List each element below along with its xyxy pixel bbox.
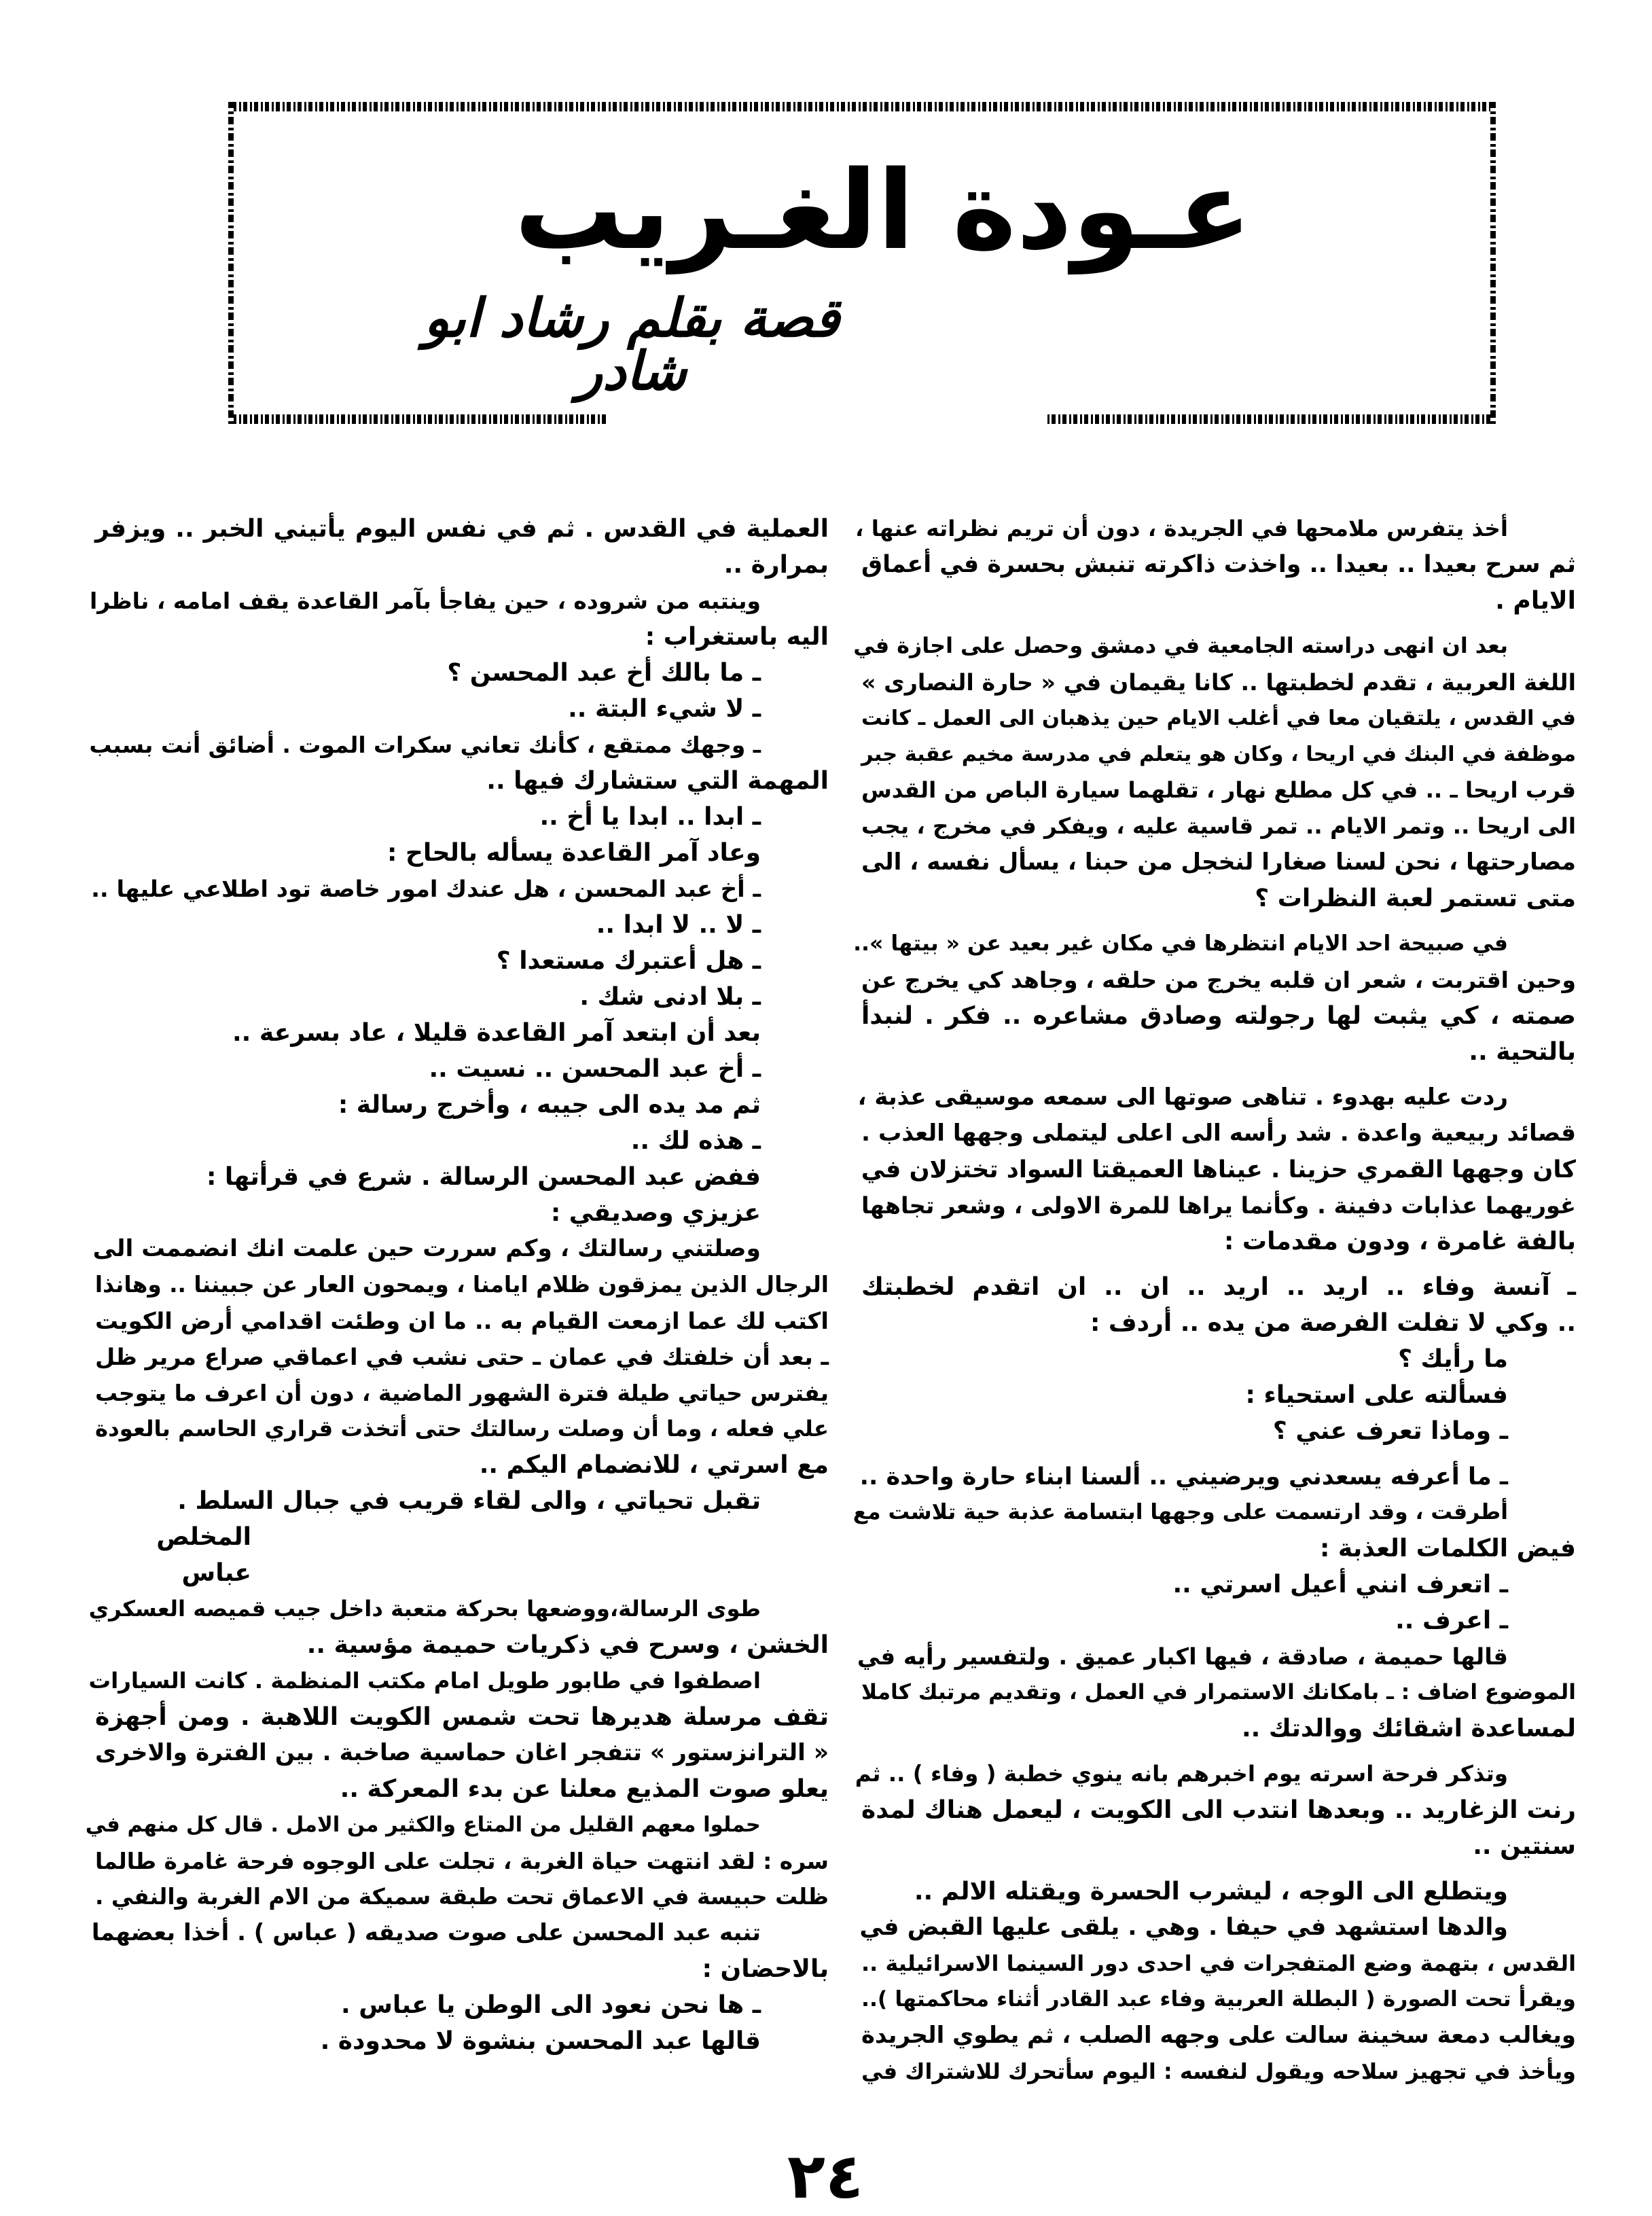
text-line: ويتطلع الى الوجه ، ليشرب الحسرة ويقتله الالم .. [914, 1878, 1508, 1906]
text-line: متى تستمر لعبة النظرات ؟ [1255, 884, 1576, 912]
text-line: بالتحية .. [1469, 1038, 1576, 1066]
text-line: موظفة في البنك في اريحا ، وكان هو يتعلم في مدرسة مخيم عقبة جبر [861, 743, 1576, 766]
ornamental-border-bottom-left [228, 414, 609, 424]
ornamental-border-top [228, 102, 1496, 111]
text-line: كان وجهها القمري حزينا . عيناها العميقتا السواد تختزلان في [861, 1156, 1576, 1183]
text-line: ـ اتعرف انني أعيل اسرتي .. [1172, 1571, 1508, 1598]
text-line: تقبل تحياتي ، والى لقاء قريب في جبال السلط . [177, 1487, 761, 1515]
text-line: ـ بلا ادنى شك . [579, 983, 761, 1011]
text-line: قالها حميمة ، صادقة ، فيها اكبار عميق . ولتفسير رأيه في [857, 1643, 1508, 1670]
text-line: العملية في القدس . ثم في نفس اليوم يأتيني الخبر .. ويزفر [95, 515, 829, 543]
text-line: طوى الرسالة،ووضعها بحركة متعبة داخل جيب قميصه العسكري [88, 1596, 761, 1622]
text-line: ثم مد يده الى جيبه ، وأخرج رسالة : [338, 1091, 761, 1119]
text-line: اللغة العربية ، تقدم لخطبتها .. كانا يقيمان في « حارة النصارى » [861, 669, 1576, 696]
text-line: « الترانزستور » تتفجر اغان حماسية صاخبة . بين الفترة والاخرى [95, 1739, 829, 1766]
text-line: ويقرأ تحت الصورة ( البطلة العربية وفاء عبد القادر أثناء محاكمتها ).. [861, 1987, 1576, 2012]
text-line: المهمة التي ستشارك فيها .. [486, 767, 829, 795]
text-line: ـ ابدا .. ابدا يا أخ .. [539, 803, 761, 831]
text-line: ـ وماذا تعرف عني ؟ [1272, 1417, 1508, 1445]
text-line: ففض عبد المحسن الرسالة . شرع في قرأتها : [206, 1163, 761, 1191]
text-line: فسألته على استحياء : [1245, 1381, 1508, 1409]
text-line: وتذكر فرحة اسرته يوم اخبرهم بانه ينوي خطبة ( وفاء ) .. ثم [855, 1761, 1508, 1787]
story-title: عـودة الغـريب [514, 147, 1252, 274]
text-line: فيض الكلمات العذبة : [1319, 1535, 1576, 1562]
text-line: لمساعدة اشقائك ووالدتك .. [1241, 1715, 1576, 1743]
text-line: ـ هذه لك .. [630, 1127, 761, 1155]
text-line: في صبيحة احد الايام انتظرها في مكان غير بعيد عن « بيتها ».. [853, 931, 1508, 956]
text-line: وصلتني رسالتك ، وكم سررت حين علمت انك انضممت الى [92, 1235, 761, 1262]
text-line: يفترس حياتي طيلة فترة الشهور الماضية ، دون أن اعرف ما يتوجب [95, 1380, 829, 1406]
text-line: .. وكي لا تفلت الفرصة من يده .. أردف : [1090, 1309, 1576, 1337]
text-line: ـ بعد أن خلفتك في عمان ـ حتى نشب في اعماقي صراع مرير ظل [95, 1344, 829, 1370]
text-column-right [852, 511, 1576, 2090]
text-line: أطرقت ، وقد ارتسمت على وجهها ابتسامة عذبة حية تلاشت مع [852, 1500, 1508, 1524]
text-line: الايام . [1495, 587, 1576, 615]
text-line: تنبه عبد المحسن على صوت صديقه ( عباس ) . أخذا بعضهما [91, 1919, 761, 1946]
text-line: ـ آنسة وفاء .. اريد .. اريد .. ان .. ان اتقدم لخطبتك [861, 1273, 1576, 1301]
text-line: الخشن ، وسرح في ذكريات حميمة مؤسية .. [306, 1631, 829, 1659]
letter-signature: عباس [181, 1559, 251, 1587]
text-line: قصائد ربيعية واعدة . شد رأسه الى اعلى ليتملى وجهها العذب . [861, 1120, 1576, 1147]
text-line: ـ هل أعتبرك مستعدا ؟ [496, 947, 761, 975]
text-line: ـ لا .. لا ابدا .. [596, 911, 761, 939]
text-line: ما رأيك ؟ [1398, 1345, 1508, 1373]
text-line: بعد ان انهى دراسته الجامعية في دمشق وحصل على اجازة في [853, 634, 1508, 658]
text-line: مصارحتها ، نحن لسنا صغارا لنخجل من حبنا ، يسأل نفسه ، الى [861, 848, 1576, 876]
text-line: بمرارة .. [723, 551, 829, 579]
text-line: يعلو صوت المذيع معلنا عن بدء المعركة .. [340, 1775, 829, 1803]
text-line: سره : لقد انتهت حياة الغربة ، تجلت على الوجوه فرحة غامرة طالما [95, 1848, 829, 1874]
story-byline: قصة بقلم رشاد ابو شادر [423, 288, 840, 402]
text-line: علي فعله ، وما أن وصلت رسالتك حتى أتخذت قراري الحاسم بالعودة [95, 1416, 829, 1442]
ornamental-border-right [1490, 102, 1496, 424]
text-line: والدها استشهد في حيفا . وهي . يلقى عليها القبض في [859, 1914, 1508, 1941]
text-line: وحين اقتربت ، شعر ان قلبه يخرج من حلقه ، وجاهد كي يخرج عن [861, 967, 1576, 993]
text-line: الى اريحا .. وتمر الايام .. تمر قاسية عليه ، ويفكر في مخرج ، يجب [861, 813, 1576, 839]
ornamental-border-left [228, 102, 234, 424]
text-line: ـ لا شيء البتة .. [568, 695, 761, 723]
text-line: في القدس ، يلتقيان معا في أغلب الايام حين يذهبان الى العمل ـ كانت [861, 707, 1576, 730]
text-line: القدس ، بتهمة وضع المتفجرات في احدى دور السينما الاسرائيلية .. [861, 1950, 1576, 1976]
text-line: الموضوع اضاف : ـ بامكانك الاستمرار في العمل ، وتقديم مرتبك كاملا [861, 1680, 1576, 1704]
text-line: حملوا معهم القليل من المتاع والكثير من الامل . قال كل منهم في [85, 1813, 761, 1837]
text-line: ثم سرح بعيدا .. بعيدا .. واخذت ذاكرته تنبش بحسرة في أعماق [861, 551, 1576, 578]
text-line: ـ أخ عبد المحسن .. نسيت .. [429, 1055, 761, 1083]
letter-signature: المخلص [156, 1523, 251, 1551]
text-line: ـ أخ عبد المحسن ، هل عندك امور خاصة تود اطلاعي عليها .. [91, 876, 761, 902]
text-line: اكتب لك عما ازمعت القيام به .. ما ان وطئت اقدامي أرض الكويت [95, 1308, 829, 1334]
text-line: قرب اريحا ـ .. في كل مطلع نهار ، تقلهما سيارة الباص من القدس [861, 777, 1576, 803]
text-line: أخذ يتفرس ملامحها في الجريدة ، دون أن تريم نظراته عنها ، [855, 516, 1508, 541]
text-line: ويأخذ في تجهيز سلاحه ويقول لنفسه : اليوم سأتحرك للاشتراك في [861, 2058, 1576, 2084]
text-line: ويغالب دمعة سخينة سالت على وجهه الصلب ، ثم يطوي الجريدة [861, 2022, 1576, 2049]
ornamental-border-bottom-right [1047, 414, 1496, 424]
text-line: تقف مرسلة هديرها تحت شمس الكويت اللاهبة . ومن أجهزة [95, 1703, 829, 1731]
text-line: قالها عبد المحسن بنشوة لا محدودة . [320, 2027, 761, 2055]
text-line: وينتبه من شروده ، حين يفاجأ بآمر القاعدة يقف امامه ، ناظرا [89, 588, 761, 614]
text-line: رنت الزغاريد .. وبعدها انتدب الى الكويت ، ليعمل هناك لمدة [861, 1796, 1576, 1824]
text-line: ـ اعرف .. [1395, 1607, 1508, 1634]
text-column-left [85, 511, 829, 2059]
text-line: مع اسرتي ، للانضمام اليكم .. [479, 1451, 829, 1479]
text-line: ـ ما أعرفه يسعدني ويرضيني .. ألسنا ابناء حارة واحدة .. [859, 1463, 1508, 1490]
text-line: غوريهما عذابات دفينة . وكأنما يراها للمرة الاولى ، وشعر تجاهها [861, 1192, 1576, 1219]
text-line: بالاحضان : [702, 1955, 829, 1983]
text-line: عزيزي وصديقي : [550, 1199, 761, 1227]
text-line: سنتين .. [1473, 1832, 1576, 1860]
text-line: ردت عليه بهدوء . تناهى صوتها الى سمعه موسيقى عذبة ، [857, 1084, 1508, 1111]
text-line: ـ وجهك ممتقع ، كأنك تعاني سكرات الموت . أضائق أنت بسبب [89, 732, 761, 758]
text-line: ـ ما بالك أخ عبد المحسن ؟ [447, 659, 761, 687]
text-line: اصطفوا في طابور طويل امام مكتب المنظمة . كانت السيارات [88, 1668, 761, 1694]
page-number: ٢٤ [787, 2140, 864, 2213]
text-line: ظلت حبيسة في الاعماق تحت طبقة سميكة من الام الغربة والنفي . [95, 1884, 829, 1910]
text-line: وعاد آمر القاعدة يسأله بالحاح : [387, 839, 761, 867]
text-line: اليه باستغراب : [645, 623, 829, 651]
text-line: صمته ، كي يثبت لها رجولته وصادق مشاعره .. فكر . لنبدأ [861, 1002, 1576, 1030]
text-line: ـ ها نحن نعود الى الوطن يا عباس . [341, 1991, 761, 2019]
text-line: بعد أن ابتعد آمر القاعدة قليلا ، عاد بسرعة .. [232, 1019, 761, 1047]
text-line: الرجال الذين يمزقون ظلام ايامنا ، ويمحون العار عن جبيننا .. وهانذا [94, 1272, 829, 1298]
text-line: بالفة غامرة ، ودون مقدمات : [1223, 1228, 1576, 1255]
